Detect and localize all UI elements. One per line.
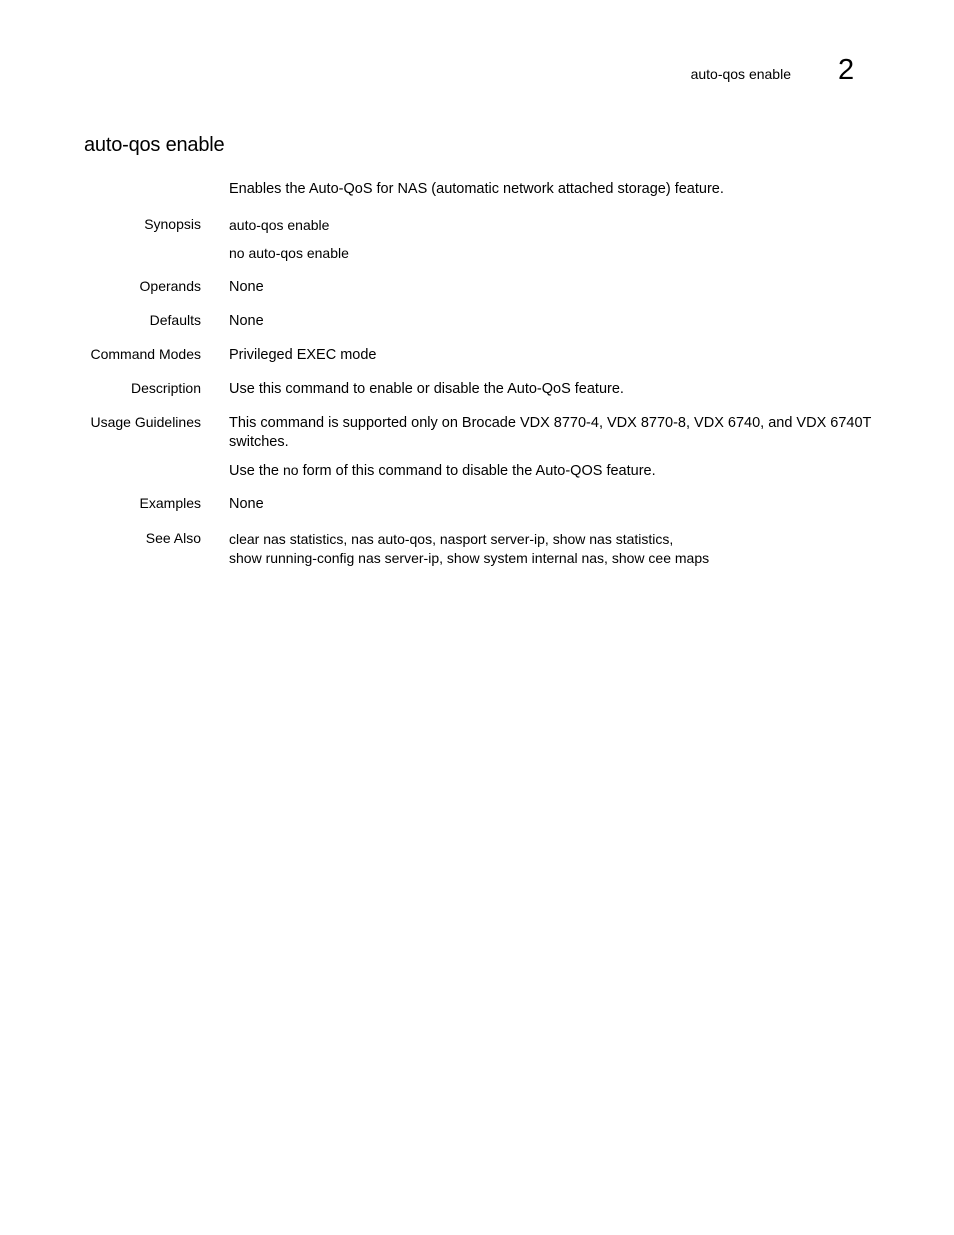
section-label: Defaults	[149, 312, 201, 328]
usage-paragraph-2	[229, 461, 879, 481]
section-body: None	[229, 496, 264, 512]
synopsis-no-command: no auto-qos enable	[229, 245, 349, 261]
section-label: Examples	[139, 495, 201, 511]
section-body: None	[229, 279, 264, 295]
usage-paragraph-1: This command is supported only on Brocade VDX 8770-4, VDX 8770-8, VDX 6740, and VDX 6740T switches.	[229, 415, 872, 450]
section-body: None	[229, 313, 264, 329]
usage-suffix: form of this command to disable the Auto-QOS feature.	[298, 463, 656, 479]
see-also-links-line-1[interactable]: clear nas statistics, nas auto-qos, nasport server-ip, show nas statistics,	[229, 531, 674, 547]
section-body: Privileged EXEC mode	[229, 347, 377, 363]
section-body	[229, 414, 879, 490]
intro-text: Enables the Auto-QoS for NAS (automatic network attached storage) feature.	[229, 181, 724, 197]
running-title: auto-qos enable	[690, 66, 791, 82]
section-label: Operands	[139, 278, 201, 294]
synopsis-command: auto-qos enable	[229, 217, 330, 233]
page-title: auto-qos enable	[84, 134, 225, 156]
chapter-number: 2	[838, 54, 855, 86]
see-also-links-line-2[interactable]: show running-config nas server-ip, show system internal nas, show cee maps	[229, 550, 710, 566]
section-body	[229, 216, 879, 272]
section-label: Synopsis	[144, 216, 201, 232]
section-body: Use this command to enable or disable the Auto-QoS feature.	[229, 381, 624, 397]
usage-prefix: Use the	[229, 463, 283, 479]
section-body	[229, 530, 879, 568]
no-keyword: no	[283, 462, 299, 478]
section-label: Command Modes	[90, 346, 201, 362]
section-label: Usage Guidelines	[90, 414, 201, 430]
running-header	[0, 54, 954, 93]
section-label: Description	[130, 380, 201, 396]
section-label: See Also	[145, 530, 201, 546]
